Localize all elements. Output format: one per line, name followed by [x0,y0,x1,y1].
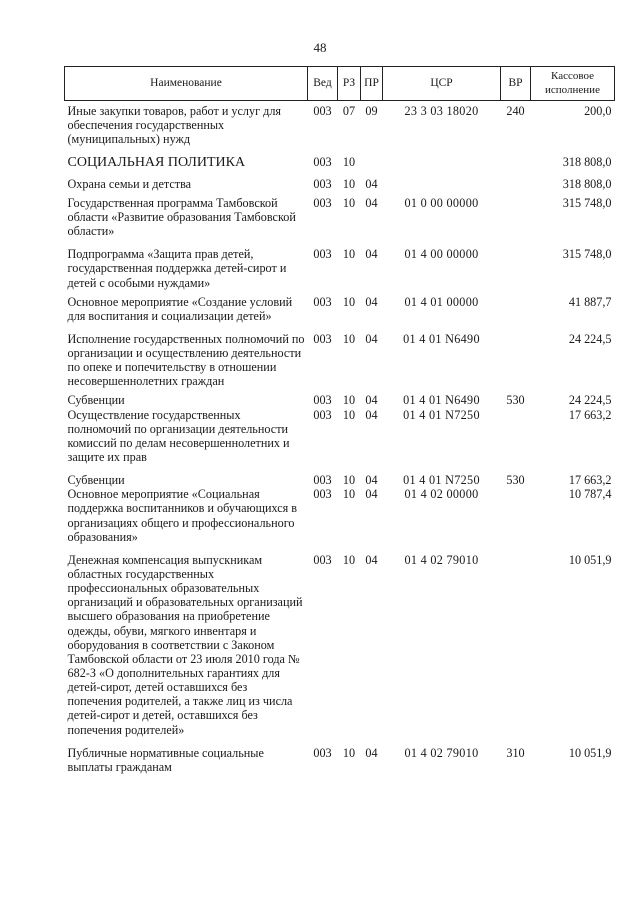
table-row [65,544,615,737]
row-rz: 10 [342,176,356,191]
row-rz: 10 [342,155,356,170]
row-vr [501,408,531,465]
row-sum: 24 224,5 [568,393,612,408]
row-csr: 01 4 01 00000 [404,294,479,309]
table-row [65,737,615,774]
row-rz: 10 [342,745,356,760]
row-csr: 01 4 01 N7250 [403,407,480,422]
row-rz: 10 [342,331,356,346]
row-rz: 10 [342,473,356,488]
row-ved: 003 [313,155,332,170]
row-pr: 09 [365,104,378,118]
row-name: Осуществление государственных полномочий по организации деятельности комиссий по делам несовершеннолетних и защите их прав [67,407,290,465]
row-sum: 41 887,7 [568,294,612,309]
row-vr: 530 [506,393,525,408]
row-pr: 04 [365,552,378,567]
header-rz: РЗ [338,67,361,101]
row-sum: 10 787,4 [568,487,612,502]
row-ved: 003 [313,552,332,567]
row-sum: 10 051,9 [568,552,612,567]
row-pr: 04 [365,176,378,191]
table-row [65,408,615,465]
row-ved: 003 [313,487,332,502]
row-csr: 01 4 02 79010 [404,552,479,567]
row-sum: 315 748,0 [562,195,612,210]
row-name: Основное мероприятие «Социальная поддержка воспитанников и обучающихся в организациях общего и профессионального образования» [67,487,298,544]
row-vr: 310 [506,745,525,760]
row-vr [501,544,531,737]
row-sum: 17 663,2 [568,473,612,488]
row-sum: 17 663,2 [568,407,612,422]
row-csr: 01 4 02 79010 [404,745,479,760]
row-ved: 003 [313,247,332,262]
header-ved: Вед [308,67,338,101]
header-sum: Кассовое исполнение [531,67,615,101]
row-rz: 10 [342,195,356,210]
row-name: Денежная компенсация выпускникам областных государственных профессиональных образовательных организаций и образовательных организаций высшего образования на приобретение одежды, обуви, мягкого инвентаря и оборудования в соответствии с Законом Тамбовской области от 23 июля 2010 года № 682-З «О дополнительных гарантиях для детей-сирот, детей оставшихся без попечения родителей, а также лиц из числа детей-сирот и детей, оставшихся без попечения родителей» [67,552,303,737]
row-vr [501,172,531,191]
row-pr: 04 [365,294,378,309]
row-pr: 04 [365,473,378,488]
row-csr: 01 4 00 00000 [404,247,479,262]
row-csr: 01 0 00 00000 [404,195,479,210]
table-row [65,290,615,323]
row-ved: 003 [313,393,332,408]
row-name: Исполнение государственных полномочий по организации и осуществлению деятельности по опеке и попечительству в отношении несовершеннолетних граждан [67,331,305,389]
row-rz: 07 [342,104,356,118]
row-ved: 003 [313,176,332,191]
row-vr [501,487,531,544]
table-row [65,323,615,389]
header-pr: ПР [361,67,383,101]
row-ved: 003 [313,745,332,760]
row-rz: 10 [342,294,356,309]
row-name: СОЦИАЛЬНАЯ ПОЛИТИКА [67,155,246,171]
row-vr [501,290,531,323]
row-name: Подпрограмма «Защита прав детей, государственная поддержка детей-сирот и детей с особыми нуждами» [67,247,287,290]
table-row [65,101,615,147]
row-rz: 10 [342,393,356,408]
row-sum: 315 748,0 [562,247,612,262]
header-name: Наименование [65,67,308,101]
table-row [65,191,615,238]
row-ved: 003 [313,294,332,309]
row-rz: 10 [342,247,356,262]
row-vr: 530 [506,473,525,488]
row-csr: 01 4 02 00000 [404,487,479,502]
row-csr: 01 4 01 N6490 [403,393,480,408]
row-pr: 04 [365,487,378,502]
row-pr: 04 [365,745,378,760]
row-name: Основное мероприятие «Создание условий для воспитания и социализации детей» [67,294,293,323]
row-sum: 318 808,0 [562,176,612,191]
row-ved: 003 [313,104,332,118]
table-row [65,238,615,289]
row-vr [501,191,531,238]
row-pr: 04 [365,393,378,408]
row-ved: 003 [313,473,332,488]
row-ved: 003 [313,407,332,422]
page-number: 48 [313,40,327,55]
row-rz: 10 [342,407,356,422]
table-row [65,487,615,544]
row-name: Охрана семьи и детства [67,176,192,191]
table-row [65,388,615,407]
row-pr: 04 [365,247,378,262]
row-sum: 10 051,9 [568,745,612,760]
row-ved: 003 [313,195,332,210]
row-csr: 01 4 01 N7250 [403,473,480,488]
row-pr [361,146,383,171]
row-rz: 10 [342,487,356,502]
budget-execution-table [64,66,615,774]
header-vr: ВР [501,67,531,101]
row-pr: 04 [365,331,378,346]
row-pr: 04 [365,195,378,210]
row-csr: 23 3 03 18020 [404,104,479,118]
table-row [65,464,615,487]
row-sum: 200,0 [584,104,612,118]
row-ved: 003 [313,331,332,346]
row-vr: 240 [506,104,525,118]
table-header-row [65,67,615,101]
row-name: Иные закупки товаров, работ и услуг для обеспечения государственных (муниципальных) нужд [67,104,282,147]
row-name: Государственная программа Тамбовской области «Развитие образования Тамбовской области» [67,195,296,239]
row-csr [383,146,501,171]
row-name: Публичные нормативные социальные выплаты гражданам [67,745,264,774]
row-vr [501,323,531,389]
row-pr: 04 [365,407,378,422]
header-csr: ЦСР [383,67,501,101]
table-row [65,172,615,191]
row-sum: 24 224,5 [568,331,612,346]
row-vr [501,146,531,171]
row-name: Субвенции [67,393,125,408]
row-rz: 10 [342,552,356,567]
row-vr [501,238,531,289]
row-csr: 01 4 01 N6490 [403,331,480,346]
row-sum: 318 808,0 [562,155,612,170]
table-row [65,146,615,171]
row-name: Субвенции [67,473,125,488]
row-csr [383,172,501,191]
